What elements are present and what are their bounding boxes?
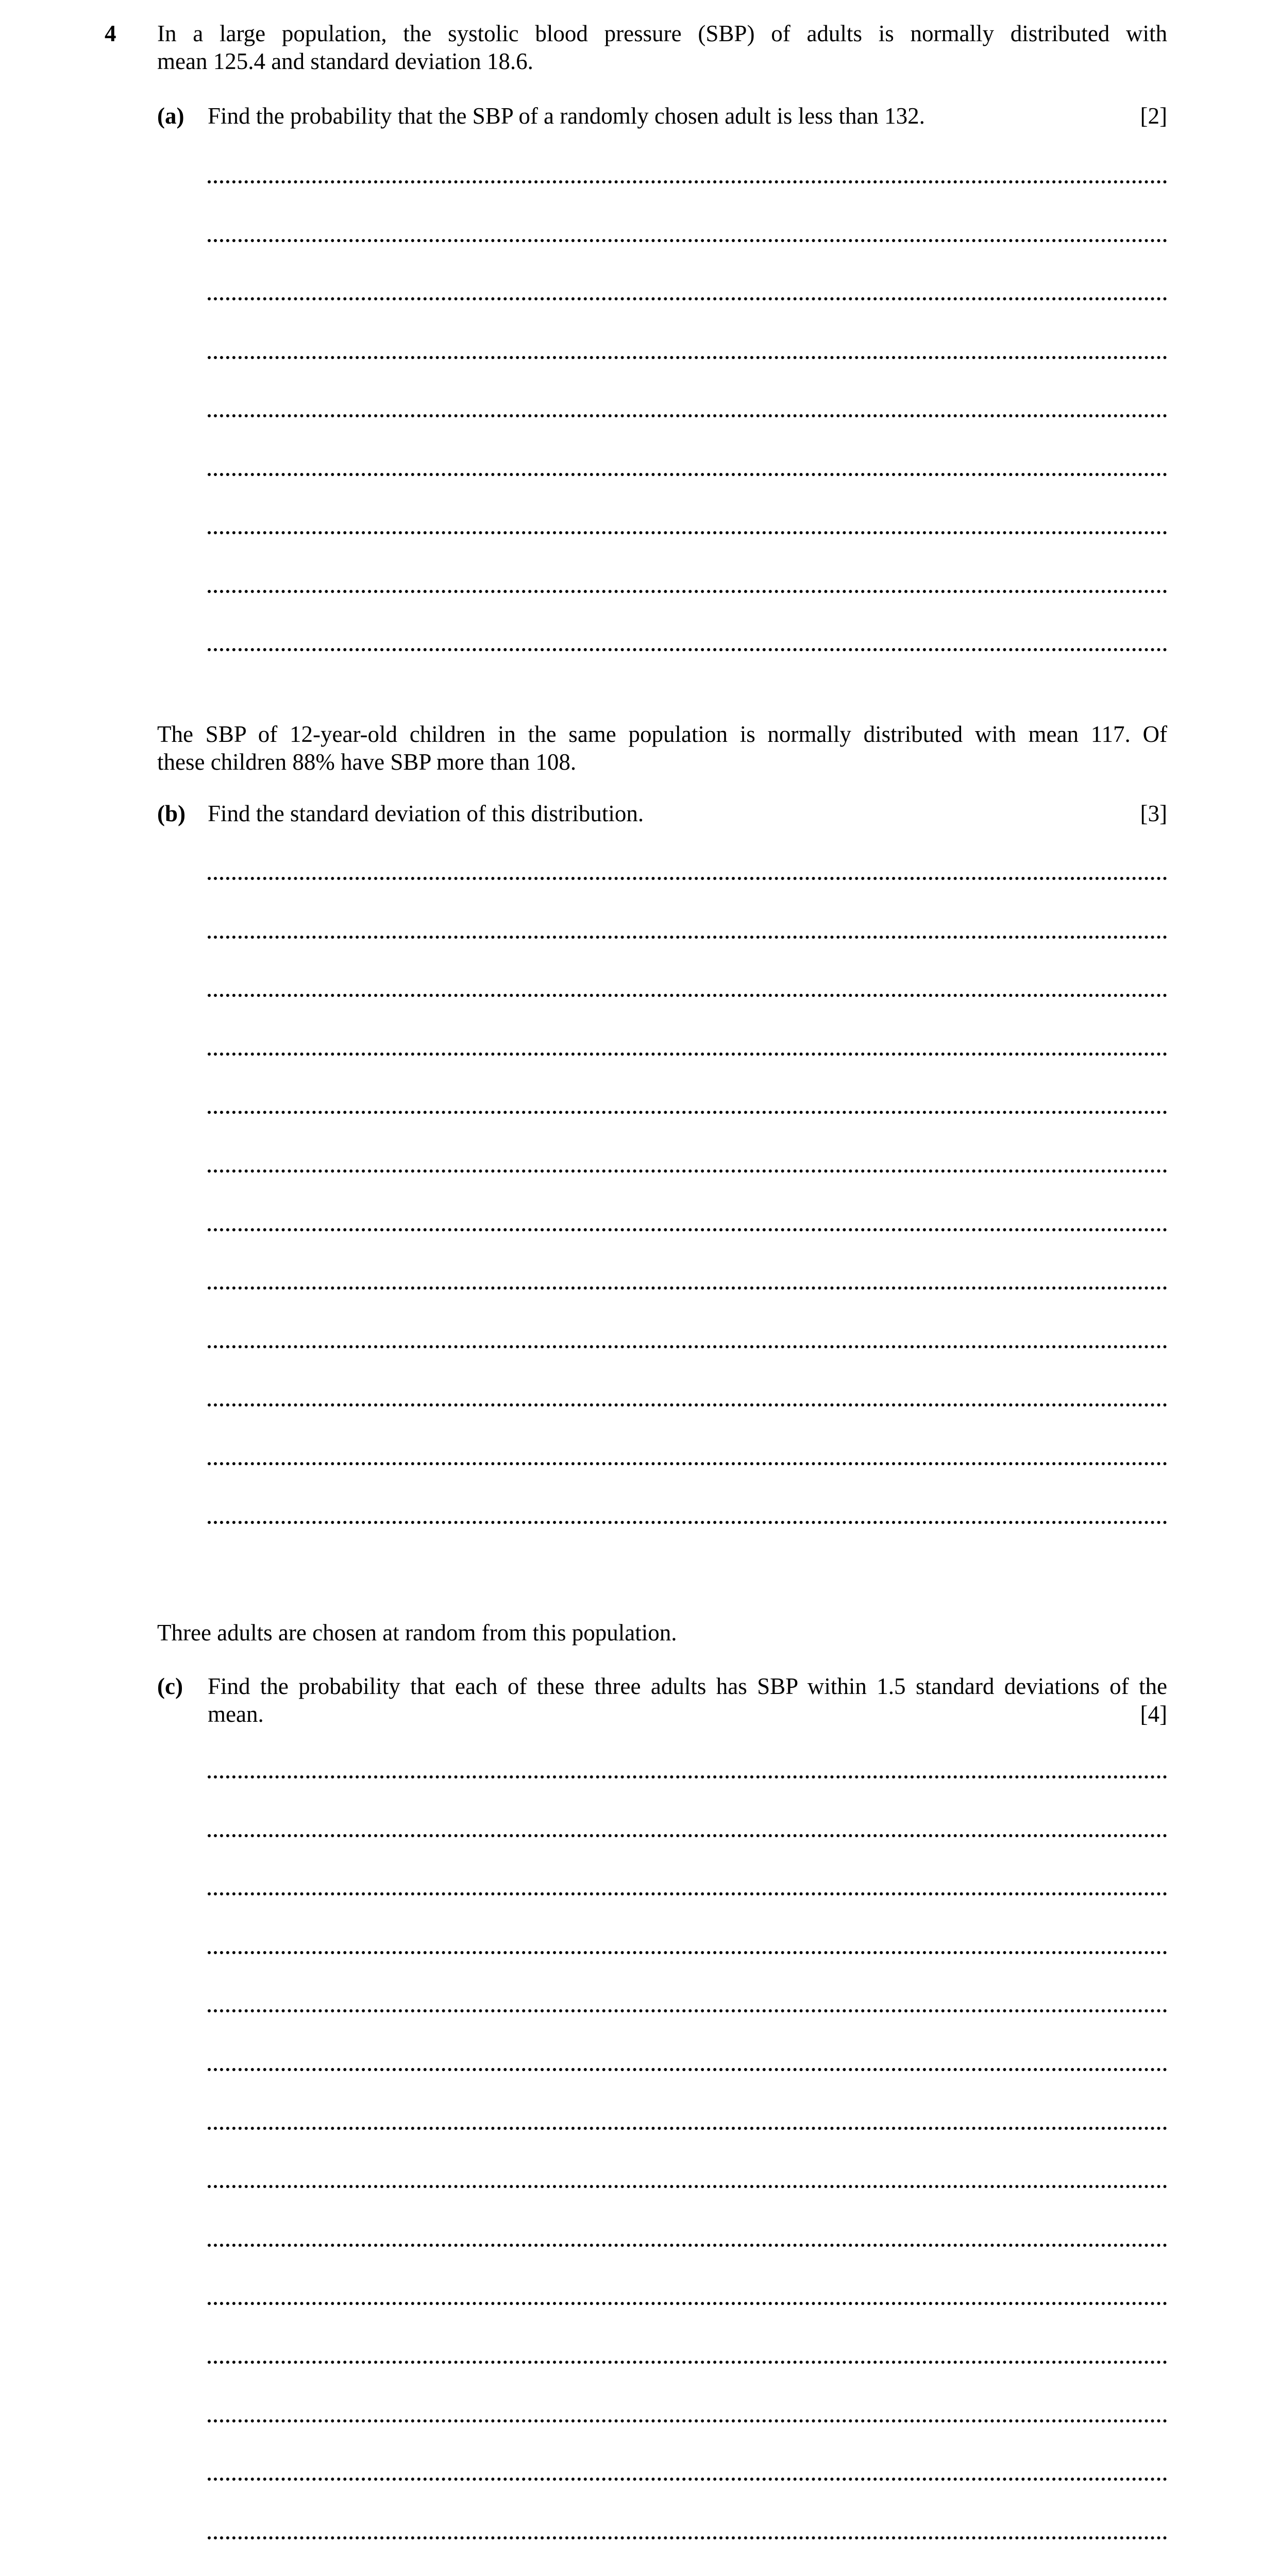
part-c-answer-line[interactable] xyxy=(208,2127,1167,2130)
part-b-answer-line[interactable] xyxy=(208,1111,1167,1114)
part-c-answer-line[interactable] xyxy=(208,2478,1167,2481)
part-b-answer-line[interactable] xyxy=(208,1170,1167,1173)
part-b-label: (b) xyxy=(157,801,186,826)
part-a-answer-line[interactable] xyxy=(208,180,1167,183)
part-b-answer-line[interactable] xyxy=(208,1345,1167,1348)
part-b-context-line-1: The SBP of 12-year-old children in the same population is normally distributed with mean 117. Of xyxy=(157,721,1167,747)
part-a-answer-line[interactable] xyxy=(208,356,1167,359)
question-intro-line-2: mean 125.4 and standard deviation 18.6. xyxy=(157,48,533,74)
part-c-answer-line[interactable] xyxy=(208,2361,1167,2364)
question-number: 4 xyxy=(105,21,116,46)
part-c-context: Three adults are chosen at random from this population. xyxy=(157,1620,677,1646)
part-b-answer-line[interactable] xyxy=(208,1521,1167,1524)
part-a-answer-line[interactable] xyxy=(208,590,1167,593)
part-c-answer-line[interactable] xyxy=(208,2302,1167,2305)
part-a-answer-line[interactable] xyxy=(208,239,1167,242)
part-c-answer-line[interactable] xyxy=(208,2244,1167,2247)
part-a-label: (a) xyxy=(157,103,184,129)
part-a-question: Find the probability that the SBP of a randomly chosen adult is less than 132. xyxy=(208,103,925,129)
part-c-question-line-2: mean. xyxy=(208,1701,264,1727)
part-c-answer-line[interactable] xyxy=(208,2536,1167,2539)
part-b-answer-line[interactable] xyxy=(208,936,1167,939)
part-a-marks: [2] xyxy=(1140,103,1167,129)
part-a-answer-line[interactable] xyxy=(208,531,1167,534)
part-b-answer-line[interactable] xyxy=(208,1286,1167,1290)
part-b-marks: [3] xyxy=(1140,801,1167,826)
part-c-answer-line[interactable] xyxy=(208,1951,1167,1954)
part-c-answer-line[interactable] xyxy=(208,1834,1167,1837)
part-c-answer-line[interactable] xyxy=(208,2009,1167,2012)
part-b-answer-line[interactable] xyxy=(208,1462,1167,1465)
part-a-answer-line[interactable] xyxy=(208,648,1167,651)
part-c-answer-line[interactable] xyxy=(208,2419,1167,2422)
part-c-answer-line[interactable] xyxy=(208,2185,1167,2188)
question-intro-line-1: In a large population, the systolic blood pressure (SBP) of adults is normally distributed with xyxy=(157,21,1167,46)
part-b-question: Find the standard deviation of this distribution. xyxy=(208,801,644,826)
part-b-answer-line[interactable] xyxy=(208,877,1167,880)
part-a-answer-line[interactable] xyxy=(208,414,1167,417)
part-c-answer-line[interactable] xyxy=(208,1892,1167,1895)
part-c-answer-line[interactable] xyxy=(208,2068,1167,2071)
part-c-label: (c) xyxy=(157,1673,183,1699)
part-b-answer-line[interactable] xyxy=(208,1228,1167,1231)
part-a-answer-line[interactable] xyxy=(208,297,1167,300)
part-c-marks: [4] xyxy=(1140,1701,1167,1727)
part-b-answer-line[interactable] xyxy=(208,1053,1167,1056)
part-c-question-line-1: Find the probability that each of these three adults has SBP within 1.5 standard deviations of the xyxy=(208,1673,1167,1699)
part-b-answer-line[interactable] xyxy=(208,1403,1167,1406)
part-c-answer-line[interactable] xyxy=(208,1775,1167,1778)
part-b-answer-line[interactable] xyxy=(208,994,1167,997)
part-a-answer-line[interactable] xyxy=(208,473,1167,476)
part-b-context-line-2: these children 88% have SBP more than 108. xyxy=(157,749,577,775)
